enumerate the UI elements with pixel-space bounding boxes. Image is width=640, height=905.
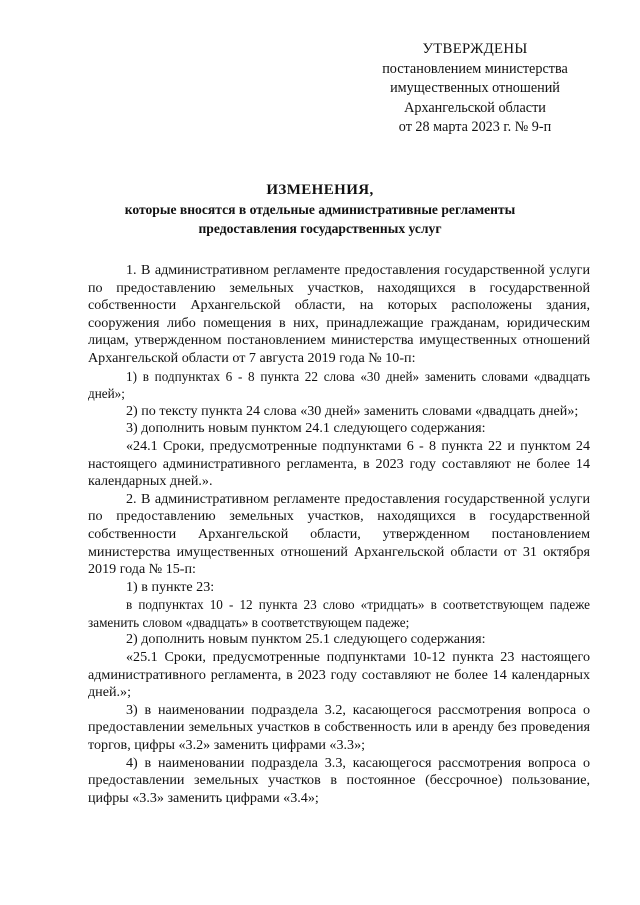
- document-heading: [70, 180, 570, 238]
- paragraph-2-item-2: 2) дополнить новым пунктом 25.1 следующего содержания:: [126, 631, 486, 648]
- paragraph-1-item-2: 2) по тексту пункта 24 слова «30 дней» заменить словами «двадцать дней»;: [126, 402, 579, 419]
- approval-block: [368, 40, 582, 138]
- paragraph-1: 1. В административном регламенте предоставления государственной услуги по предоставлению земельных участков, находящихся в государственной собственности Архангельской области, на которых расположены здания, сооружения либо помещения в них, принадлежащие гражданам, юридическим лицам, утвержденном постановлением министерства имущественных отношений Архангельской области от 7 августа 2019 года № 10-п:: [88, 262, 590, 366]
- document-subtitle-line-1: которые вносятся в отдельные административные регламенты: [124, 202, 516, 217]
- approval-line-1: постановлением министерства: [382, 60, 568, 77]
- approval-title: УТВЕРЖДЕНЫ: [422, 41, 528, 57]
- paragraph-1-item-3: 3) дополнить новым пунктом 24.1 следующего содержания:: [126, 420, 486, 437]
- paragraph-2-item-3: 3) в наименовании подраздела 3.2, касающегося рассмотрения вопроса о предоставлении земельных участков в собственность или в аренду без проведения торгов, цифры «3.2» заменить цифрами «3.3»;: [88, 701, 590, 754]
- approval-line-3: Архангельской области: [404, 99, 546, 116]
- paragraph-2: 2. В административном регламенте предоставления государственной услуги по предоставлению земельных участков, находящихся в государственной собственности Архангельской области, утвержденном постановлением министерства имущественных отношений Архангельской области от 31 октября 2019 года № 15-п:: [88, 490, 590, 578]
- paragraph-2-item-4: 4) в наименовании подраздела 3.3, касающегося рассмотрения вопроса о предоставлении земельных участков в постоянное (бессрочное) пользование, цифры «3.3» заменить цифрами «3.4»;: [88, 754, 590, 806]
- paragraph-2-item-1: 1) в пункте 23:: [126, 578, 215, 595]
- approval-line-2: имущественных отношений: [390, 80, 560, 96]
- paragraph-2-quote: «25.1 Сроки, предусмотренные подпунктами 10-12 пункта 23 настоящего административного регламента, в 2023 году составляют не более 14 календарных дней.»;: [88, 649, 590, 701]
- paragraph-2-item-1-text: в подпунктах 10 - 12 пункта 23 слово «тридцать» в соответствующем падеже заменить словом «двадцать» в соответствующем падеже;: [88, 597, 590, 630]
- paragraph-1-quote: «24.1 Сроки, предусмотренные подпунктами 6 - 8 пункта 22 и пунктом 24 настоящего административного регламента, в 2023 году составляют не более 14 календарных дней.».: [88, 437, 590, 490]
- document-title: ИЗМЕНЕНИЯ,: [266, 182, 374, 198]
- approval-date: от 28 марта 2023 г. № 9-п: [398, 119, 552, 135]
- document-subtitle-line-2: предоставления государственных услуг: [198, 221, 442, 236]
- paragraph-1-item-1: 1) в подпунктах 6 - 8 пункта 22 слова «30 дней» заменить словами «двадцать дней»;: [88, 368, 590, 402]
- document-body: [88, 262, 590, 807]
